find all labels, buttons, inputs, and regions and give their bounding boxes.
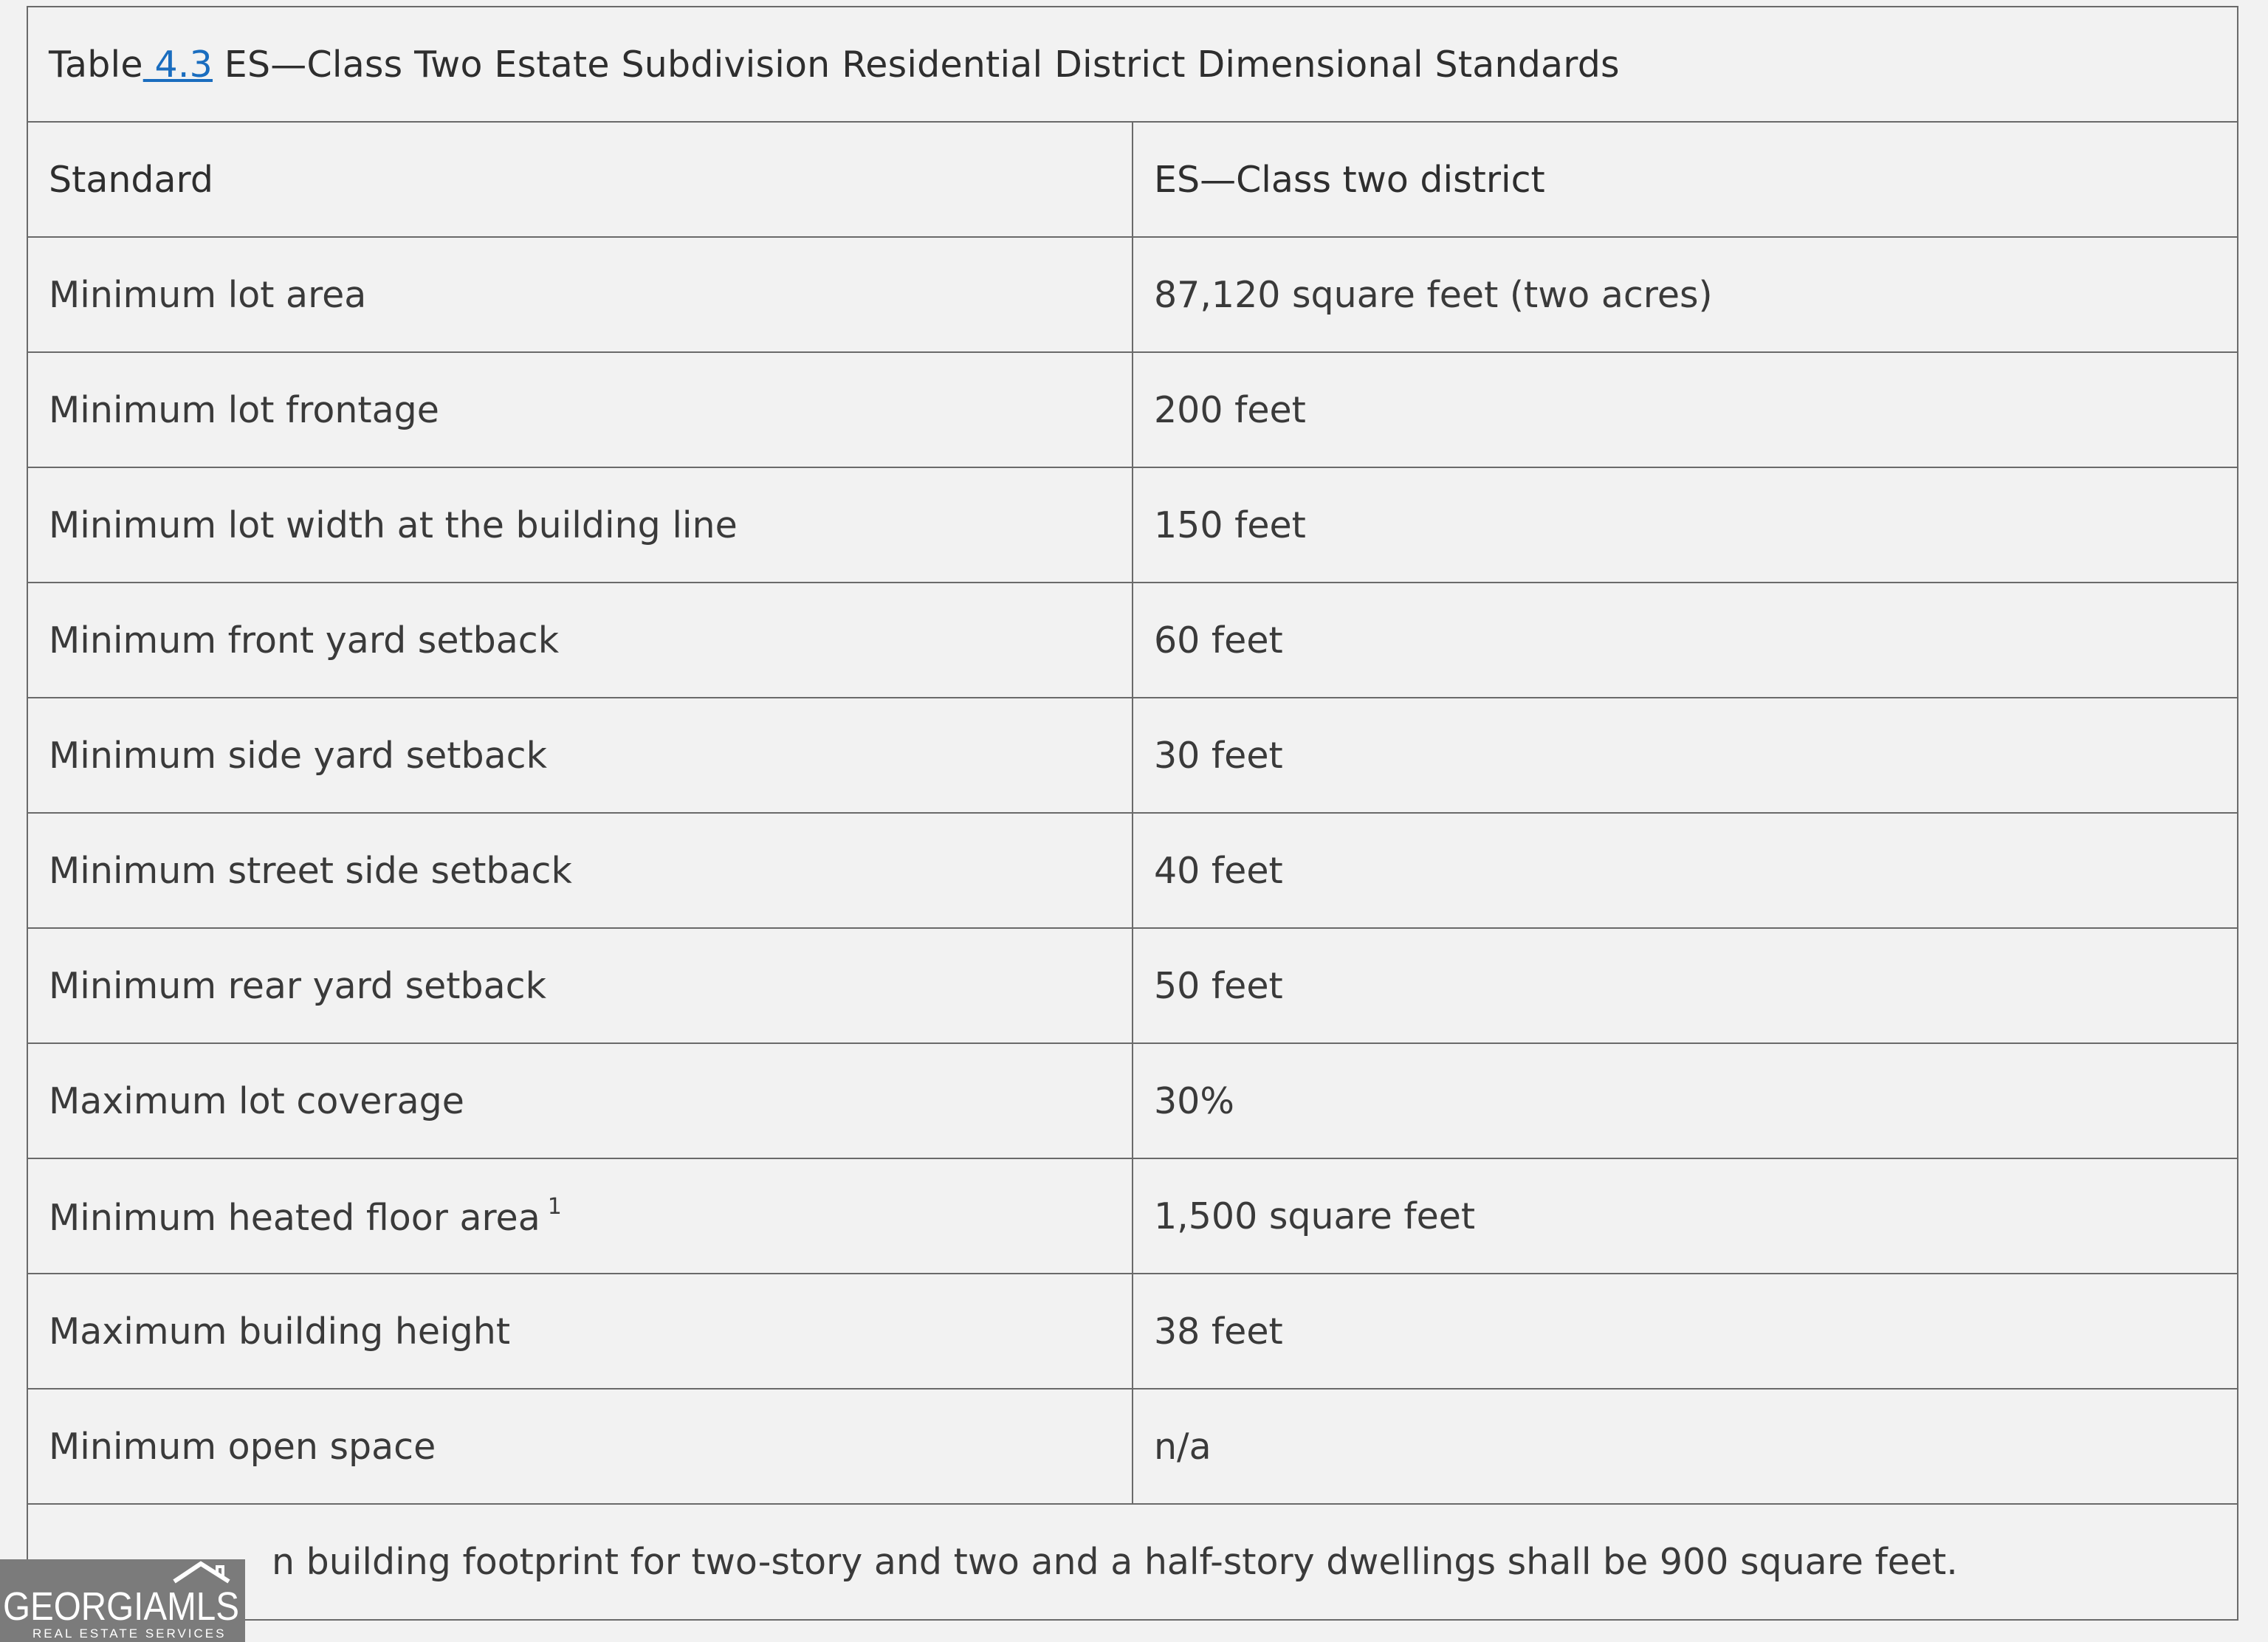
table-row [27, 352, 2238, 467]
header-row [27, 122, 2238, 237]
caption-prefix: Table [49, 43, 143, 86]
standard-cell: Minimum lot area [27, 237, 1133, 352]
table-row [27, 1389, 2238, 1504]
standard-cell: Minimum front yard setback [27, 583, 1133, 698]
table-footnote: n building footprint for two-story and two and a half-story dwellings shall be 900 square feet. [27, 1504, 2238, 1620]
value-cell: 1,500 square feet [1133, 1158, 2238, 1274]
table-row [27, 1274, 2238, 1389]
table-row [27, 1043, 2238, 1158]
table-row [27, 698, 2238, 813]
footnote-marker[interactable]: 1 [547, 1193, 562, 1220]
table-row [27, 928, 2238, 1043]
table-row [27, 813, 2238, 928]
standard-cell: Minimum side yard setback [27, 698, 1133, 813]
value-cell: 38 feet [1133, 1274, 2238, 1389]
header-district: ES—Class two district [1133, 122, 2238, 237]
table-row [27, 467, 2238, 583]
standard-cell: Minimum lot frontage [27, 352, 1133, 467]
standard-cell [27, 1158, 1133, 1274]
dimensional-standards-table-container [27, 6, 2238, 1621]
value-cell: n/a [1133, 1389, 2238, 1504]
standard-cell: Minimum street side setback [27, 813, 1133, 928]
table-number-link[interactable]: 4.3 [142, 43, 213, 86]
value-cell: 30 feet [1133, 698, 2238, 813]
table-row [27, 583, 2238, 698]
standard-cell: Maximum building height [27, 1274, 1133, 1389]
header-standard: Standard [27, 122, 1133, 237]
standard-cell: Minimum lot width at the building line [27, 467, 1133, 583]
value-cell: 87,120 square feet (two acres) [1133, 237, 2238, 352]
table-caption [27, 7, 2238, 122]
value-cell: 50 feet [1133, 928, 2238, 1043]
logo-brand-text: GEORGIAMLS [3, 1584, 239, 1629]
georgia-mls-watermark-logo [0, 1559, 245, 1642]
dimensional-standards-table [27, 6, 2238, 1621]
standard-cell: Minimum rear yard setback [27, 928, 1133, 1043]
table-row [27, 237, 2238, 352]
value-cell: 150 feet [1133, 467, 2238, 583]
footnote-row [27, 1504, 2238, 1620]
caption-title: ES—Class Two Estate Subdivision Residential District Dimensional Standards [213, 43, 1620, 86]
table-row [27, 1158, 2238, 1274]
logo-tagline-text: REAL ESTATE SERVICES [32, 1626, 227, 1641]
standard-cell: Minimum open space [27, 1389, 1133, 1504]
value-cell: 60 feet [1133, 583, 2238, 698]
value-cell: 40 feet [1133, 813, 2238, 928]
standard-cell: Maximum lot coverage [27, 1043, 1133, 1158]
caption-row [27, 7, 2238, 122]
georgia-mls-logo-icon [0, 1559, 245, 1642]
standard-text: Minimum heated floor area [49, 1196, 540, 1239]
value-cell: 30% [1133, 1043, 2238, 1158]
value-cell: 200 feet [1133, 352, 2238, 467]
